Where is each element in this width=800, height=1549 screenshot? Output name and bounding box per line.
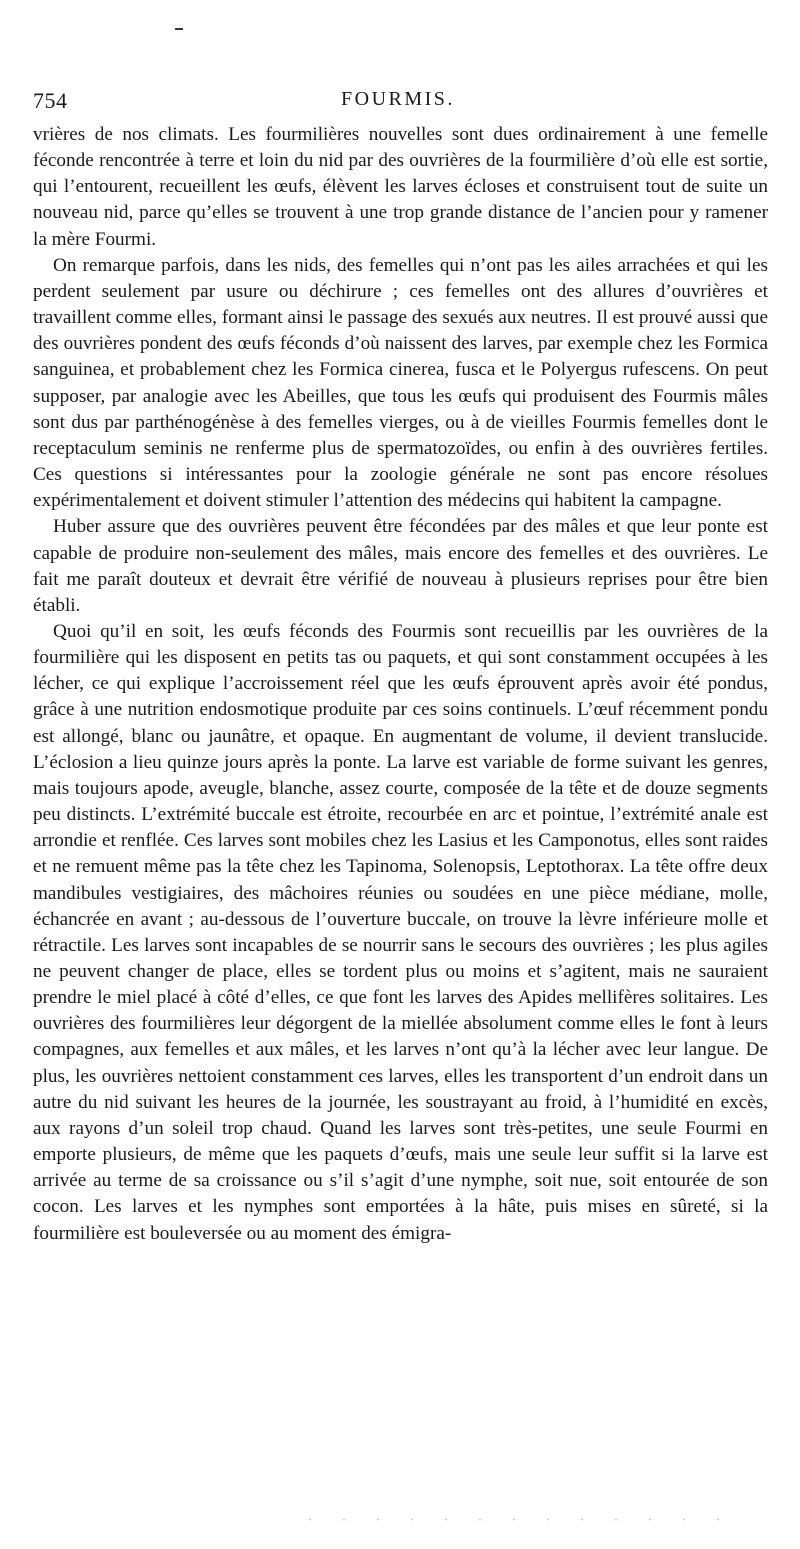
paragraph: On remarque parfois, dans les nids, des femelles qui n’ont pas les ailes arrachées et qui les perdent seulement par usure ou déchirure ; ces femelles ont des allures d’ouvrières et travaillent comme elles, formant ainsi le passage des sexués aux neutres. Il est prouvé aussi que des ouvrières pondent des œufs féconds d’où naissent des larves, par exemple chez les Formica sanguinea, et probablement chez les Formica cinerea, fusca et le Polyergus rufescens. On peut supposer, par analogie avec les Abeilles, que tous les œufs qui produisent des Fourmis mâles sont dus par parthénogénèse à des femelles vierges, ou à de vieilles Fourmis femelles dont le receptaculum seminis ne renferme plus de spermatozoïdes, ou enfin à des ouvrières fertiles. Ces questions si intéressantes pour la zoologie générale ne sont pas encore résolues expérimentalement et doivent stimuler l’attention des médecins qui habitent la campagne. xyxy=(33,254,768,512)
bleed-through-dots xyxy=(293,1518,733,1521)
paragraph: Quoi qu’il en soit, les œufs féconds des Fourmis sont recueillis par les ouvrières de la fourmilière qui les disposent en petits tas ou paquets, et qui sont constamment occupées à les lécher, ce qui explique l’accroissement réel que les œufs éprouvent après avoir été pondus, grâce à une nutrition endosmotique produite par ces soins continuels. L’œuf récemment pondu est allongé, blanc ou jaunâtre, et opaque. En augmentant de volume, il devient translucide. L’éclosion a lieu quinze jours après la ponte. La larve est variable de forme suivant les genres, mais toujours apode, aveugle, blanche, assez courte, composée de la tête et de douze segments peu distincts. L’extrémité buccale est étroite, recourbée en arc et pointue, l’extrémité anale est arrondie et renflée. Ces larves sont mobiles chez les Lasius et les Camponotus, elles sont raides et ne remuent même pas la tête chez les Tapinoma, Solenopsis, Leptothorax. La tête offre deux mandibules vestigiaires, des mâchoires réunies ou soudées en une pièce médiane, molle, échancrée en avant ; au-dessous de l’ouverture buccale, on trouve la lèvre inférieure molle et rétractile. Les larves sont incapables de se nourrir sans le secours des ouvrières ; les plus agiles ne peuvent changer de place, elles se tordent plus ou moins et s’agitent, mais ne sauraient prendre le miel placé à côté d’elles, ce que font les larves des Apides mellifères solitaires. Les ouvrières des fourmilières leur dégorgent de la miellée absolument comme elles le font à leurs compagnes, aux femelles et aux mâles, et les larves n’ont qu’à la lécher avec leur langue. De plus, les ouvrières nettoient constamment ces larves, elles les transportent d’un endroit dans un autre du nid suivant les heures de la journée, les soustrayant au froid, à l’humidité en excès, aux rayons d’un soleil trop chaud. Quand les larves sont très-petites, une seule Fourmi en emporte plusieurs, de même que les paquets d’œufs, mais une seule leur suffit si la larve est arrivée au terme de sa croissance ou s’il s’agit d’une nymphe, soit nue, soit entourée de son cocon. Les larves et les nymphes sont emportées à la hâte, puis mises en sûreté, si la fourmilière est bouleversée ou au moment des émigra- xyxy=(33,620,768,1244)
body-text xyxy=(33,122,768,1247)
paragraph: vrières de nos climats. Les fourmilières nouvelles sont dues ordinairement à une femelle féconde rencontrée à terre et loin du nid par des ouvrières de la fourmilière d’où elle est sortie, qui l’entourent, recueillent les œufs, élèvent les larves écloses et construisent tout de suite un nouveau nid, parce qu’elles se trouvent à une trop grande distance de l’ancien pour y ramener la mère Fourmi. xyxy=(33,124,768,250)
page-header xyxy=(33,88,768,116)
paragraph: Huber assure que des ouvrières peuvent être fécondées par des mâles et que leur ponte est capable de produire non-seulement des mâles, mais encore des femelles et des ouvrières. Le fait me paraît douteux et devrait être vérifié de nouveau à plusieurs reprises pour être bien établi. xyxy=(33,516,768,616)
page-number: 754 xyxy=(33,88,68,113)
page xyxy=(33,0,768,1549)
running-title: FOURMIS. xyxy=(341,88,455,110)
printer-mark xyxy=(175,28,183,30)
